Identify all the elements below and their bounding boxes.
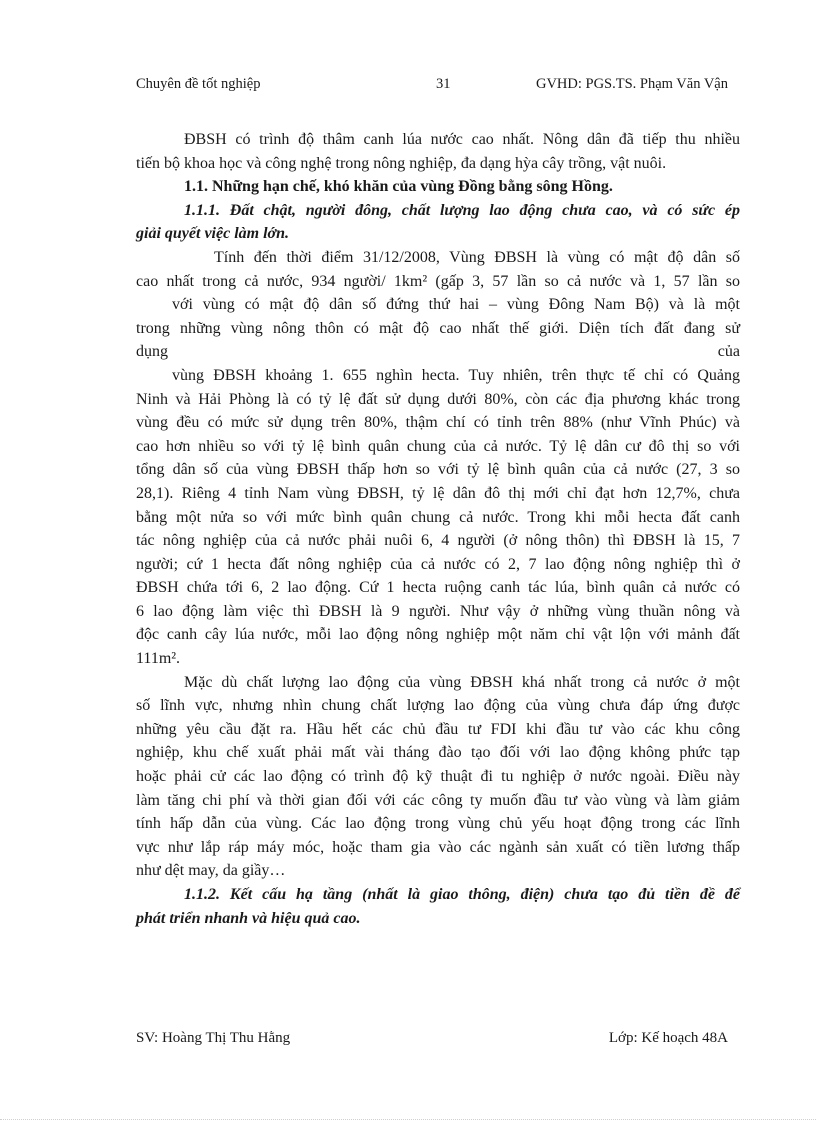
text-line: ĐBSH có trình độ thâm canh lúa nước cao nhất. Nông dân đã tiếp thu nhiều	[184, 131, 740, 148]
text-line: như dệt may, da giầy…	[136, 862, 286, 880]
text-line: số lĩnh vực, nhưng nhìn chung chất lượng lao động của vùng chưa đáp ứng được	[136, 697, 740, 715]
text-line: tính hấp dẫn của vùng. Các lao động trong vùng chủ yếu hoạt động trong các lĩnh	[136, 815, 740, 833]
text-line: tiến bộ khoa học và công nghệ trong nông nghiệp, đa dạng hỳa cây trồng, vật nuôi.	[136, 154, 667, 172]
text-line: làm tăng chi phí và thời gian đối với các công ty muốn đầu tư vào vùng và làm giảm	[136, 791, 740, 809]
text-line: Tính đến thời điểm 31/12/2008, Vùng ĐBSH là vùng có mật độ dân số	[214, 248, 740, 266]
text-line: hoặc phải cử các lao động có trình độ kỹ thuật đi tu nghiệp ở nước ngoài. Điều này	[136, 768, 740, 786]
subsection-heading: phát triển nhanh và hiệu quả cao.	[136, 909, 361, 927]
subsection-heading: giải quyết việc làm lớn.	[136, 225, 290, 243]
page-number: 31	[436, 76, 451, 92]
text-line: Ninh và Hải Phòng là có tỷ lệ đất sử dụng dưới 80%, còn các địa phương khác trong	[136, 390, 740, 408]
section-heading: 1.1. Những hạn chế, khó khăn của vùng Đồng bằng sông Hồng.	[184, 178, 613, 196]
text-line: 6 lao động làm việc thì ĐBSH là 9 người. Như vậy ở những vùng thuần nông và	[136, 602, 740, 620]
header-advisor: GVHD: PGS.TS. Phạm Văn Vận	[535, 76, 728, 92]
text-line: nghiệp, khu chế xuất phải mất vài tháng đào tạo đối với lao động không phức tạp	[136, 744, 740, 762]
text-line: bằng một nửa so với mức bình quân chung cả nước. Trong khi mỗi hecta đất canh	[136, 508, 740, 526]
text-line: cao hơn nhiều so với tỷ lệ bình quân chung của cả nước. Tỷ lệ dân cư đô thị so với	[136, 437, 740, 455]
text-line: vùng ĐBSH khoảng 1. 655 nghìn hecta. Tuy nhiên, trên thực tế chỉ có Quảng	[172, 366, 740, 384]
text-line: vùng đều có mức sử dụng trên 80%, thậm chí có tỉnh trên 88% (như Vĩnh Phúc) và	[136, 414, 740, 432]
text-line: 111m².	[136, 650, 181, 668]
subsection-heading: 1.1.1. Đất chật, người đông, chất lượng lao động chưa cao, và có sức ép	[184, 201, 740, 219]
text-fragment: dụng	[136, 343, 168, 361]
text-line: ĐBSH chứa tới 6, 2 lao động. Cứ 1 hecta ruộng canh tác lúa, bình quân cả nước có	[136, 579, 740, 597]
header-title: Chuyên đề tốt nghiệp	[136, 76, 261, 92]
text-line: 28,1). Riêng 4 tỉnh Nam vùng ĐBSH, tỷ lệ dân đô thị mới chỉ đạt hơn 12,7%, chưa	[136, 484, 740, 502]
text-line: trong những vùng nông thôn có mật độ cao nhất thế giới. Diện tích đất đang sử	[136, 319, 740, 337]
document-body	[136, 128, 740, 930]
text-line: với vùng có mật độ dân số đứng thứ hai – vùng Đông Nam Bộ) và là một	[172, 296, 740, 314]
text-line-split	[136, 340, 740, 364]
text-fragment: của	[717, 343, 740, 361]
page-header	[136, 76, 728, 98]
subsection-heading: 1.1.2. Kết cấu hạ tầng (nhất là giao thông, điện) chưa tạo đủ tiền đề để	[184, 886, 740, 903]
footer-student: SV: Hoàng Thị Thu Hằng	[136, 1030, 291, 1046]
text-line: vực như lắp ráp máy móc, hoặc tham gia vào các ngành sản xuất có tiền lương thấp	[136, 838, 740, 856]
text-line: cao nhất trong cả nước, 934 người/ 1km² (gấp 3, 57 lần so cả nước và 1, 57 lần so	[136, 272, 740, 290]
text-line: tác nông nghiệp của cả nước phải nuôi 6, 4 người (ở nông thôn) thì ĐBSH là 15, 7	[136, 532, 740, 550]
text-line: người; cứ 1 hecta đất nông nghiệp của cả nước có 2, 7 lao động nông nghiệp thì ở	[136, 555, 740, 573]
text-line: Mặc dù chất lượng lao động của vùng ĐBSH khá nhất trong cả nước ở một	[184, 673, 740, 691]
page-edge-divider	[0, 1119, 816, 1120]
text-line: độc canh cây lúa nước, mỗi lao động nông nghiệp một năm chỉ vật lộn với mảnh đất	[136, 626, 740, 644]
page-footer	[136, 1030, 728, 1052]
text-line: những yêu cầu đặt ra. Hầu hết các chủ đầu tư FDI khi đầu tư vào các khu công	[136, 720, 740, 738]
text-line: tổng dân số của vùng ĐBSH thấp hơn so với tỷ lệ bình quân của cả nước (27, 3 so	[136, 461, 740, 479]
footer-class: Lớp: Kế hoạch 48A	[608, 1030, 728, 1046]
